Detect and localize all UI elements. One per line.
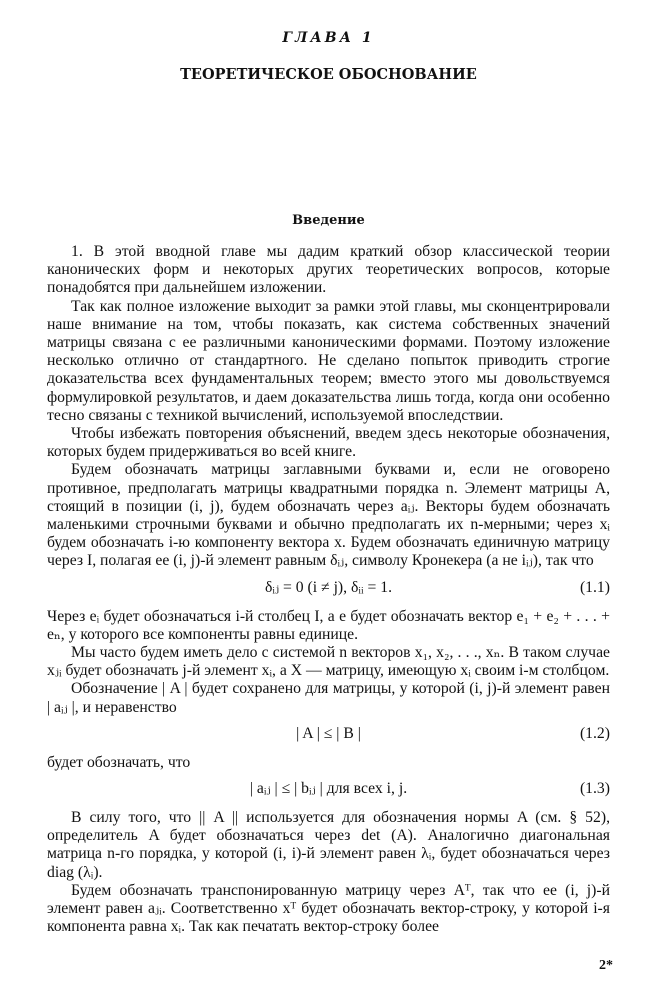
paragraph-means: будет обозначать, что — [47, 753, 191, 771]
paragraph-norm: В силу того, что || A || используется для обозначения нормы A (см. § 52), определитель A будет обозначаться через det (A). Аналогично диагональная матрица n-го порядка, у которой (i, i)-й элемент равен λᵢ, будет обозначаться через diag (λᵢ). — [47, 809, 610, 881]
formula-expression: | aᵢⱼ | ≤ | bᵢⱼ | для всех i, j. — [249, 780, 408, 798]
body-text — [47, 243, 610, 937]
paragraph-columns: Через eᵢ будет обозначаться i-й столбец I, а e будет обозначать вектор e₁ + e₂ + . . . + eₙ, у которого все компоненты равны единице. — [47, 607, 610, 643]
section-heading: Введение — [292, 213, 365, 228]
equation-number: (1.1) — [579, 578, 610, 596]
chapter-title: ТЕОРЕТИЧЕСКОЕ ОБОСНОВАНИЕ — [180, 66, 477, 83]
formula-expression: | A | ≤ | B | — [296, 724, 361, 742]
equation-number: (1.2) — [579, 724, 610, 742]
paragraph-abs: Обозначение | A | будет сохранено для матрицы, у которой (i, j)-й элемент равен | aᵢⱼ |, и неравенство — [47, 680, 610, 716]
chapter-heading: ГЛАВА 1 — [282, 30, 375, 46]
paragraph-transpose: Будем обозначать транспонированную матрицу через Aᵀ, так что ее (i, j)-й элемент равен aⱼᵢ. Соответственно xᵀ будет обозначать вектор-строку, у которой i-я компонента равна xᵢ. Так как печатать вектор-строку более — [47, 881, 610, 936]
equation-number: (1.3) — [579, 780, 610, 798]
formula-1-2 — [47, 722, 610, 746]
paragraph-matrices: Будем обозначать матрицы заглавными буквами и, если не оговорено противное, предполагать матрицы квадратными порядка n. Элемент матрицы A, стоящий в позиции (i, j), будем обозначать через aᵢⱼ. Векторы будем обозначать маленькими строчными буквами и обычно предполагать их n-мерными; через xᵢ будем обозначать i-ю компоненту вектора x. Будем обозначать единичную матрицу через I, полагая ее (i, j)-й элемент равным δᵢⱼ, символу Кронекера (а не iᵢⱼ), так что — [47, 461, 610, 570]
signature-mark: 2* — [599, 958, 613, 973]
paragraph-notation-intro: Чтобы избежать повторения объяснений, введем здесь некоторые обозначения, которых будем придерживаться во всей книге. — [47, 425, 610, 461]
formula-expression: δᵢⱼ = 0 (i ≠ j), δᵢᵢ = 1. — [264, 578, 392, 596]
formula-1-3 — [47, 777, 610, 801]
formula-1-1 — [47, 576, 610, 600]
paragraph-vectors: Мы часто будем иметь дело с системой n векторов x₁, x₂, . . ., xₙ. В таком случае xⱼᵢ будет обозначать j-й элемент xᵢ, а X — матрицу, имеющую xᵢ своим i-м столбцом. — [47, 644, 610, 680]
paragraph-scope: Так как полное изложение выходит за рамки этой главы, мы сконцентрировали наше внимание на том, чтобы показать, как система собственных значений матрицы связана с ее различными каноническими формами. Поэтому изложение несколько отлично от стандартного. Не сделано попыток приводить строгие доказательства всех фундаментальных теорем; вместо этого мы довольствуемся формулировкой результатов, и даем доказательства лишь тогда, когда они особенно тесно связаны с техникой вычислений, используемой впоследствии. — [47, 297, 610, 424]
paragraph-intro: 1. В этой вводной главе мы дадим краткий обзор классической теории канонических форм и некоторых других теоретических вопросов, которые понадобятся при дальнейшем изложении. — [47, 243, 610, 297]
